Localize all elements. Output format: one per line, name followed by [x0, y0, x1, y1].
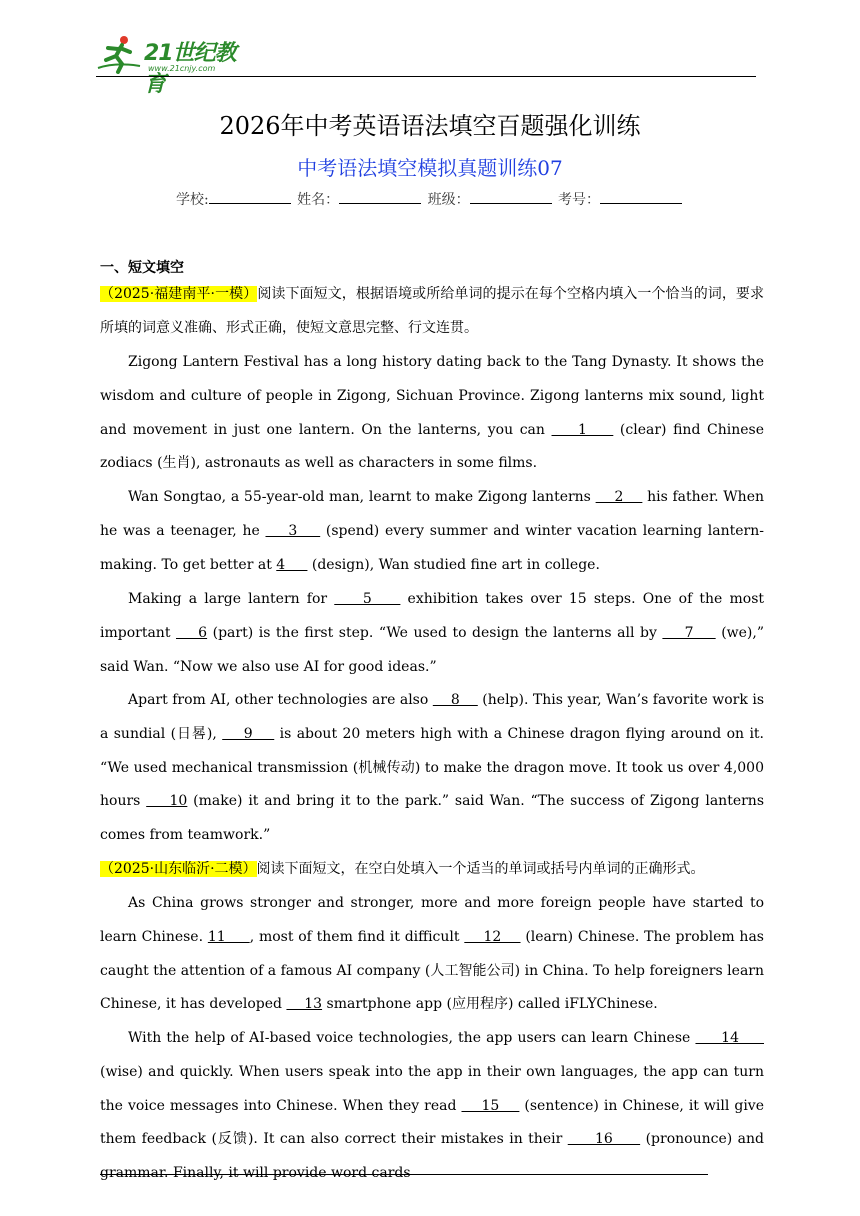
- blank-8[interactable]: 8: [432, 692, 478, 708]
- student-info-line: [0, 189, 860, 209]
- passage1-paragraph-2: Wan Songtao, a 55-year-old man, learnt to make Zigong lanterns 2 his father. When he was a teenager, he 3 (spend) every summer and winter vacation learning lantern-making. To get better at 4 (design), Wan studied fine art in college.: [100, 489, 764, 573]
- blank-9[interactable]: 9: [222, 725, 275, 742]
- page-title: 2026年中考英语语法填空百题强化训练: [219, 112, 641, 140]
- school-blank[interactable]: [209, 191, 291, 204]
- passage1-instruction: [100, 278, 764, 346]
- blank-16[interactable]: 16: [567, 1131, 641, 1148]
- blank-11[interactable]: 11: [207, 928, 250, 945]
- passage1-source: （2025·福建南平·一模）: [100, 286, 258, 302]
- blank-2[interactable]: 2: [595, 489, 643, 505]
- passage1-paragraph-1: Zigong Lantern Festival has a long history dating back to the Tang Dynasty. It shows the wisdom and culture of people in Zigong, Sichuan Province. Zigong lanterns mix sound, light and movement in just one lantern. On the lanterns, you can 1 (clear) find Chinese zodiacs (生肖), astronauts as well as characters in some films.: [100, 354, 765, 472]
- passage2-instruction: [100, 853, 764, 887]
- school-label: 学校:: [175, 192, 209, 208]
- passage2-paragraph-2: With the help of AI-based voice technologies, the app users can learn Chinese 14 (wise) and quickly. When users speak into the app in their own languages, the app can turn the voice messages into Chinese. When they read 15 (sentence) in Chinese, it will give them feedback (反馈). It can also correct their mistakes in their 16 (pronounce) and grammar. Finally, it will provide word cards: [100, 1030, 764, 1182]
- blank-5[interactable]: 5: [334, 591, 401, 607]
- passage2-source: （2025·山东临沂·二模）: [100, 861, 257, 877]
- passage1-paragraph-3: Making a large lantern for 5 exhibition takes over 15 steps. One of the most important 6 (part) is the first step. “We used to design the lanterns all by 7 (we),” said Wan. “Now we also use AI for good ideas.”: [100, 591, 765, 675]
- blank-1[interactable]: 1: [551, 421, 614, 438]
- header-divider: [96, 76, 756, 77]
- blank-14[interactable]: 14: [695, 1030, 764, 1046]
- page-subtitle: 中考语法填空模拟真题训练07: [297, 156, 563, 180]
- exam-no-label: 考号：: [558, 192, 601, 208]
- passage2-instruction-text: 阅读下面短文，在空白处填入一个适当的单词或括号内单词的正确形式。: [256, 861, 705, 877]
- runner-logo-icon: [96, 34, 142, 74]
- blank-12[interactable]: 12: [464, 928, 521, 945]
- name-blank[interactable]: [339, 191, 421, 204]
- brand-name: 21世纪教育: [144, 41, 236, 97]
- blank-13[interactable]: 13: [286, 996, 323, 1013]
- blank-6[interactable]: 6: [176, 624, 208, 641]
- passage1-instruction-text: 阅读下面短文，根据语境或所给单词的提示在每个空格内填入一个恰当的词，要求所填的词意义准确、形式正确，使短文意思完整、行文连贯。: [100, 286, 765, 336]
- section-heading: 一、短文填空: [100, 260, 184, 276]
- logo: [96, 34, 256, 97]
- blank-15[interactable]: 15: [461, 1097, 520, 1114]
- blank-10[interactable]: 10: [146, 793, 188, 810]
- class-blank[interactable]: [470, 191, 552, 204]
- blank-3[interactable]: 3: [265, 522, 321, 539]
- passage1-paragraph-4: Apart from AI, other technologies are also 8 (help). This year, Wan’s favorite work is a sundial (日晷), 9 is about 20 meters high with a Chinese dragon flying around on it. “We used mechanical transmission (机械传动) to make the dragon move. It took us over 4,000 hours 10 (make) it and bring it to the park.” said Wan. “The success of Zigong lanterns comes from teamwork.”: [100, 692, 765, 844]
- brand-url: www.21cnjy.com: [148, 64, 216, 73]
- passage2-paragraph-1: As China grows stronger and stronger, more and more foreign people have started to learn Chinese. 11 , most of them find it difficult 12 (learn) Chinese. The problem has caught the attention of a famous AI company (人工智能公司) in China. To help foreigners learn Chinese, it has developed 13 smartphone app (应用程序) called iFLYChinese.: [100, 895, 764, 1013]
- blank-7[interactable]: 7: [662, 624, 716, 641]
- name-label: 姓名：: [297, 192, 340, 208]
- class-label: 班级：: [427, 192, 470, 208]
- footer-divider: [100, 1174, 708, 1175]
- exam-no-blank[interactable]: [600, 191, 682, 204]
- blank-4[interactable]: 4: [276, 556, 308, 573]
